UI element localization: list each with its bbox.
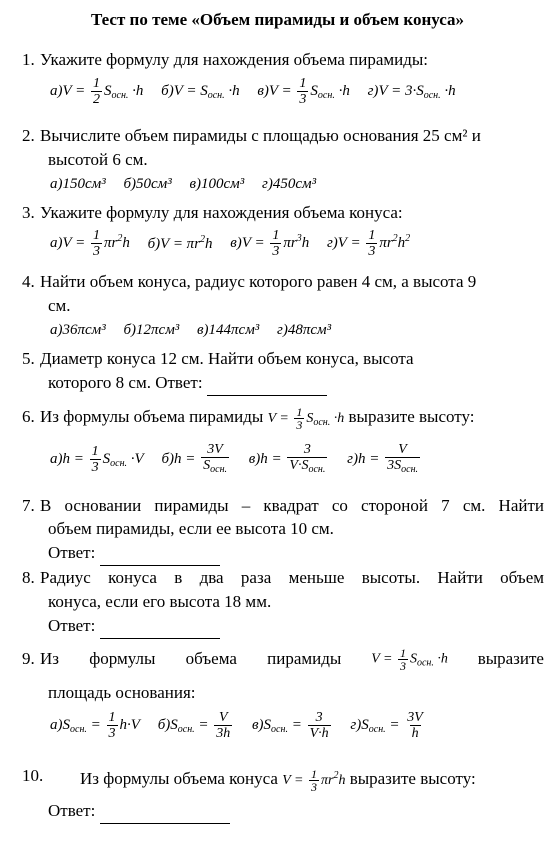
option-b: б)12πсм³	[123, 322, 180, 339]
option-b: $б)V = S_{осн.} \cdot h$	[161, 82, 240, 101]
option-a: а)150см³	[50, 176, 106, 193]
question-text: Из формулы объема пирамиды	[40, 407, 264, 426]
option-a: $а)S_{осн.}$ = $\frac{1}{3}$ h·V	[50, 710, 140, 741]
question-text-continued: площадь основания:	[48, 683, 196, 702]
answer-label: Ответ:	[48, 543, 96, 562]
option-a: а)h = $\frac{1}{3}$ $S_{осн.} \cdot V$	[50, 444, 144, 475]
formula-pyramid-volume: V = $\frac{1}{3}$ $S_{осн.} \cdot h$	[371, 646, 448, 673]
question-6-options	[50, 442, 436, 477]
option-b: б)h = $\frac{3V}{S_{осн.}}$	[161, 442, 228, 475]
option-d: $г)V = 3\cdot S_{осн.} \cdot h$	[367, 82, 456, 101]
question-text-continued: см.	[48, 296, 71, 315]
question-text-continued: конуса, если его высота 18 мм.	[48, 592, 272, 611]
option-d: г)V = $\frac{1}{3}$ $\pi r^2h^2$	[326, 228, 411, 259]
answer-row	[48, 799, 230, 824]
question-8	[22, 566, 544, 590]
option-d: г)h = $\frac{V}{3S_{осн.}}$	[347, 442, 419, 475]
answer-blank[interactable]	[100, 614, 220, 639]
question-2	[22, 124, 544, 148]
option-c: в)V = $\frac{1}{3}$ $S_{осн.} \cdot h$	[257, 76, 350, 107]
question-text: Укажите формулу для нахождения объема пирамиды:	[40, 50, 429, 69]
option-c: в)144πсм³	[197, 322, 260, 339]
question-text: Укажите формулу для нахождения объема конуса:	[40, 203, 403, 222]
question-9-options	[50, 710, 441, 741]
question-4	[22, 270, 544, 294]
question-number: 8.	[22, 568, 35, 587]
question-6	[22, 405, 544, 435]
question-number: 3.	[22, 203, 35, 222]
question-text-continued	[48, 371, 327, 396]
question-number: 6.	[22, 407, 35, 426]
question-1-options	[50, 76, 470, 107]
question-number: 5.	[22, 349, 35, 368]
question-number: 2.	[22, 126, 35, 145]
option-d: $г)S_{осн.}$ = $\frac{3V}{h}$	[350, 710, 423, 741]
question-number: 1.	[22, 50, 35, 69]
question-10	[22, 764, 544, 793]
question-text-continued: объем пирамиды, если ее высота 10 см.	[48, 519, 334, 538]
question-text-end: выразите высоту:	[349, 769, 476, 788]
option-b: $б)S_{осн.}$ = $\frac{V}{3h}$	[157, 710, 231, 741]
question-text: Диаметр конуса 12 см. Найти объем конуса, высота	[40, 349, 414, 368]
answer-label: Ответ:	[48, 801, 96, 820]
option-a: а)36πсм³	[50, 322, 106, 339]
question-text: В основании пирамиды – квадрат со стороной 7 см. Найти	[40, 496, 544, 515]
question-text: Найти объем конуса, радиус которого равен 4 см, а высота 9	[40, 272, 477, 291]
option-a: а)V = $\frac{1}{3}$ $\pi r^2h$	[50, 228, 130, 259]
formula-cone-volume: V = $\frac{1}{3}$ $\pi r^2h$	[282, 767, 346, 795]
question-3	[22, 201, 544, 225]
option-c: в)100см³	[189, 176, 245, 193]
answer-row	[48, 614, 220, 639]
option-b: $б)V = \pi r^2h$	[147, 234, 213, 252]
option-c: в)V = $\frac{1}{3}$ $\pi r^3h$	[230, 228, 310, 259]
question-text-end: выразите	[477, 649, 544, 668]
question-text-continued: высотой 6 см.	[48, 150, 148, 169]
question-text: Вычислите объем пирамиды с площадью основания 25 см² и	[40, 126, 481, 145]
question-text-end: выразите высоту:	[348, 407, 475, 426]
question-number: 10.	[22, 766, 44, 785]
question-number: 7.	[22, 496, 35, 515]
answer-blank[interactable]	[100, 541, 220, 566]
option-a: а)V = $\frac{1}{2}$ $S_{осн.} \cdot h$	[50, 76, 144, 107]
formula-pyramid-volume: V = $\frac{1}{3}$ $S_{осн.} \cdot h$	[267, 405, 345, 433]
answer-label: которого 8 см. Ответ:	[48, 373, 203, 392]
question-number: 4.	[22, 272, 35, 291]
answer-row	[48, 541, 220, 566]
answer-label: Ответ:	[48, 616, 96, 635]
option-c: в)h = $\frac{3}{V\cdot S_{осн.}}$	[248, 442, 326, 475]
option-c: $в)S_{осн.}$ = $\frac{3}{V\cdot h}$	[252, 710, 329, 741]
question-text: Из формулы объема пирамиды	[40, 649, 342, 668]
question-4-options	[50, 322, 345, 339]
option-d: г)450см³	[262, 176, 317, 193]
option-b: б)50см³	[123, 176, 172, 193]
question-2-options	[50, 176, 330, 193]
page-title: Тест по теме «Объем пирамиды и объем конуса»	[90, 10, 465, 29]
question-7	[22, 494, 544, 518]
question-3-options	[50, 228, 424, 259]
answer-blank[interactable]	[100, 799, 230, 824]
question-text: Из формулы объема конуса	[80, 769, 278, 788]
question-number: 9.	[22, 649, 35, 668]
answer-blank[interactable]	[207, 371, 327, 396]
option-d: г)48πсм³	[277, 322, 332, 339]
question-9	[22, 647, 544, 676]
question-text: Радиус конуса в два раза меньше высоты. Найти объем	[40, 568, 544, 587]
question-5	[22, 347, 544, 371]
question-1	[22, 48, 544, 72]
